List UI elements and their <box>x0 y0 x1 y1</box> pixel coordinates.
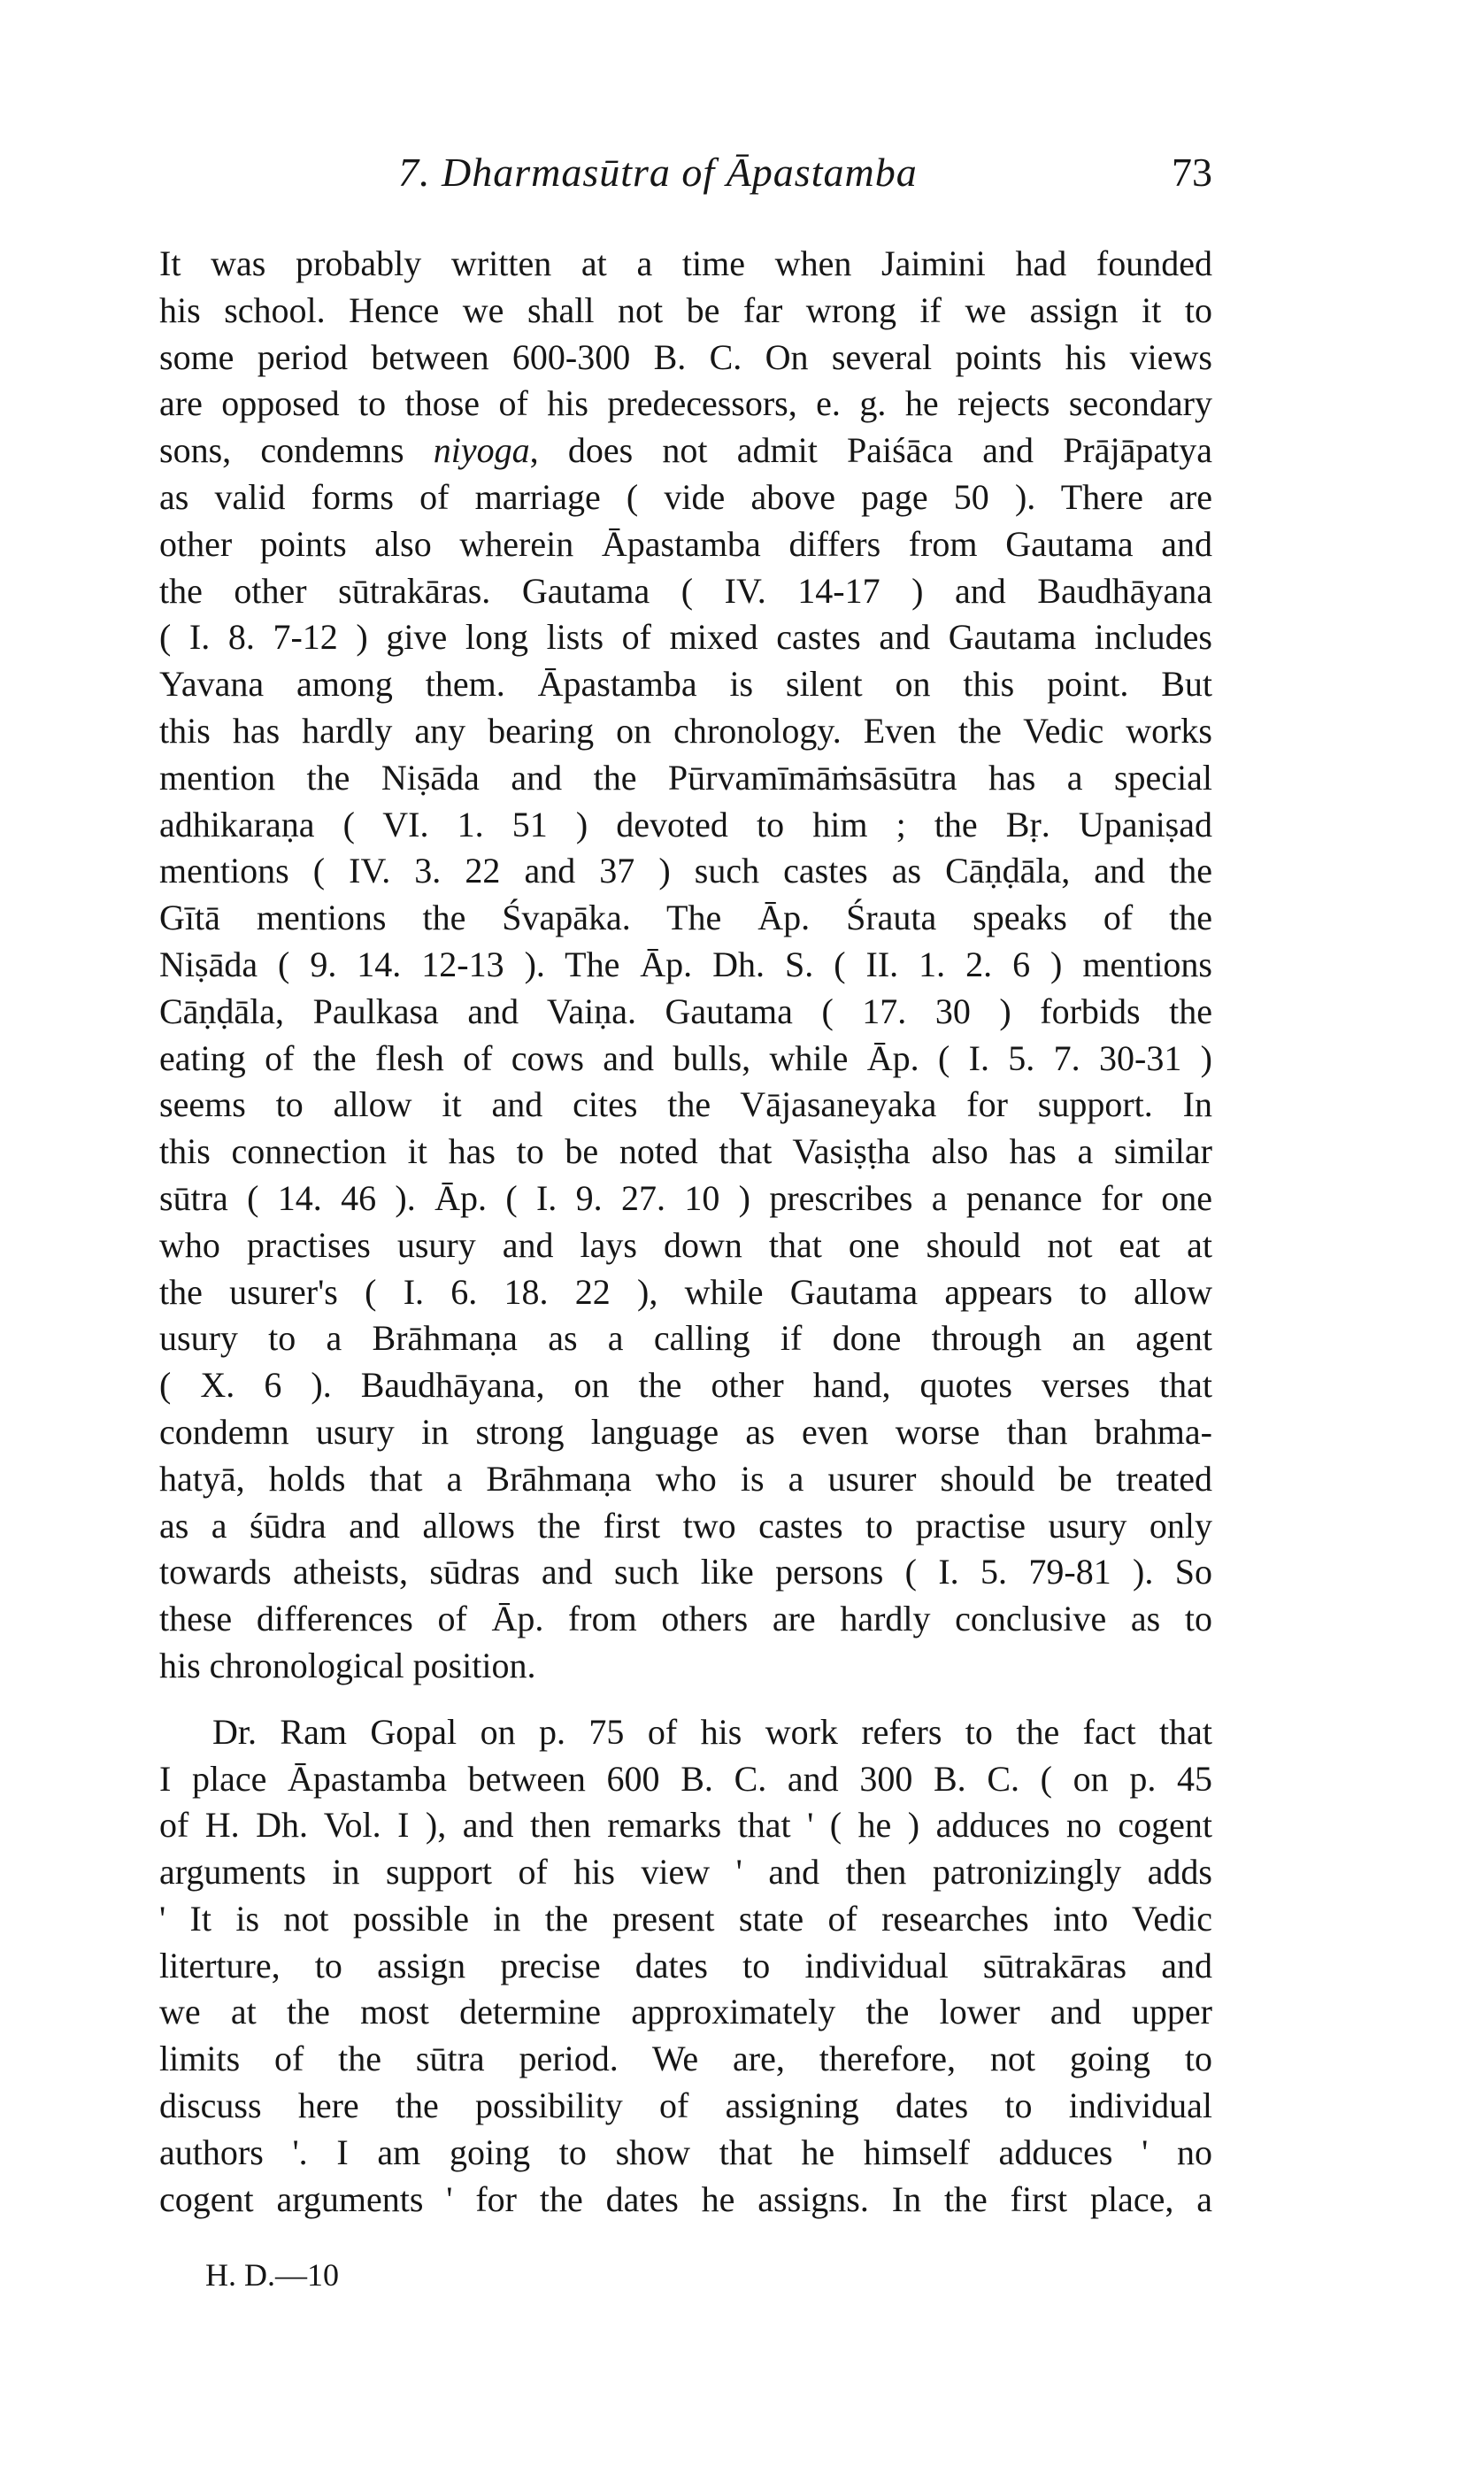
text-line: arguments in support of his view ' and then patronizingly adds <box>159 1852 1212 1893</box>
text-line: discuss here the possibility of assigning dates to individual <box>159 2085 1212 2126</box>
text-line: seems to allow it and cites the Vājasaneyaka for support. In <box>159 1084 1212 1125</box>
text-line: literture, to assign precise dates to individual sūtrakāras and <box>159 1945 1212 1985</box>
text-line: this has hardly any bearing on chronology. Even the Vedic works <box>159 710 1212 751</box>
text-line: the other sūtrakāras. Gautama ( IV. 14-17 ) and Baudhāyana <box>159 570 1212 611</box>
paragraph-gap <box>159 1690 1212 1709</box>
text-line: condemn usury in strong language as even worse than brahma- <box>159 1411 1212 1452</box>
text-line: his school. Hence we shall not be far wrong if we assign it to <box>159 289 1212 330</box>
text-line: mention the Niṣāda and the Pūrvamīmāṁsāsūtra has a special <box>159 757 1212 798</box>
page-number: 73 <box>1172 150 1212 195</box>
text-line: authors '. I am going to show that he himself adduces ' no <box>159 2132 1212 2172</box>
text-line: his chronological position. <box>159 1645 536 1685</box>
text-line: some period between 600-300 B. C. On several points his views <box>159 336 1212 377</box>
text-line: Gītā mentions the Śvapāka. The Āp. Śrauta speaks of the <box>159 898 1212 938</box>
paragraph <box>159 241 1212 1690</box>
text-line: ' It is not possible in the present state of researches into Vedic <box>159 1898 1212 1939</box>
text-line: the usurer's ( I. 6. 18. 22 ), while Gautama appears to allow <box>159 1271 1212 1312</box>
text-line: It was probably written at a time when Jaimini had founded <box>159 243 1212 283</box>
text-line: Niṣāda ( 9. 14. 12-13 ). The Āp. Dh. S. ( II. 1. 2. 6 ) mentions <box>159 944 1212 984</box>
text-line: usury to a Brāhmaṇa as a calling if done through an agent <box>159 1318 1212 1359</box>
text-line: are opposed to those of his predecessors, e. g. he rejects secondary <box>159 383 1212 424</box>
text-line: ( I. 8. 7-12 ) give long lists of mixed castes and Gautama includes <box>159 617 1212 658</box>
text-line: mentions ( IV. 3. 22 and 37 ) such castes as Cāṇḍāla, and the <box>159 851 1212 891</box>
text-line: this connection it has to be noted that Vasiṣṭha also has a similar <box>159 1131 1212 1172</box>
text-line: hatyā, holds that a Brāhmaṇa who is a usurer should be treated <box>159 1458 1212 1499</box>
text-line: I place Āpastamba between 600 B. C. and 300 B. C. ( on p. 45 <box>159 1758 1212 1799</box>
text-line: Dr. Ram Gopal on p. 75 of his work refers to the fact that <box>212 1711 1212 1752</box>
body-text <box>159 241 1212 2223</box>
text-line: adhikaraṇa ( VI. 1. 51 ) devoted to him ; the Bṛ. Upaniṣad <box>159 804 1212 844</box>
text-line: ( X. 6 ). Baudhāyana, on the other hand, quotes verses that <box>159 1365 1212 1406</box>
paragraph <box>159 1709 1212 2224</box>
text-line: we at the most determine approximately the lower and upper <box>159 1992 1212 2032</box>
text-line: towards atheists, sūdras and such like persons ( I. 5. 79-81 ). So <box>159 1552 1212 1592</box>
text-line: sons, condemns niyoga, does not admit Paiśāca and Prājāpatya <box>159 430 1212 471</box>
text-line: these differences of Āp. from others are hardly conclusive as to <box>159 1599 1212 1639</box>
text-line: Cāṇḍāla, Paulkasa and Vaiṇa. Gautama ( 17. 30 ) forbids the <box>159 991 1212 1031</box>
text-line: of H. Dh. Vol. I ), and then remarks that ' ( he ) adduces no cogent <box>159 1805 1212 1846</box>
text-line: cogent arguments ' for the dates he assigns. In the first place, a <box>159 2178 1212 2219</box>
text-line: Yavana among them. Āpastamba is silent on this point. But <box>159 664 1212 705</box>
running-header <box>159 149 1212 211</box>
text-line: other points also wherein Āpastamba differs from Gautama and <box>159 523 1212 564</box>
signature-mark: H. D.—10 <box>205 2257 339 2293</box>
text-line: sūtra ( 14. 46 ). Āp. ( I. 9. 27. 10 ) prescribes a penance for one <box>159 1177 1212 1218</box>
text-line: eating of the flesh of cows and bulls, while Āp. ( I. 5. 7. 30-31 ) <box>159 1037 1212 1078</box>
text-line: as valid forms of marriage ( vide above page 50 ). There are <box>159 476 1212 517</box>
text-line: as a śūdra and allows the first two castes to practise usury only <box>159 1505 1212 1546</box>
text-line: limits of the sūtra period. We are, therefore, not going to <box>159 2039 1212 2079</box>
text-line: who practises usury and lays down that one should not eat at <box>159 1224 1212 1265</box>
running-title: 7. Dharmasūtra of Āpastamba <box>398 150 918 195</box>
